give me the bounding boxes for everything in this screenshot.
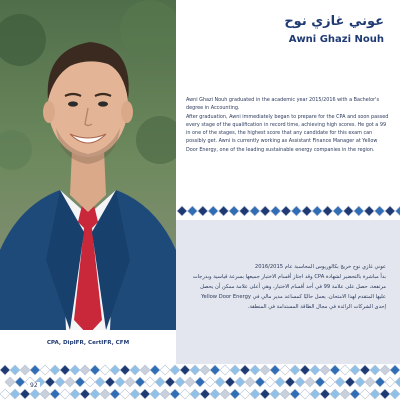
name-english: Awni Ghazi Nouh <box>288 34 384 45</box>
english-bio-paragraph-1: Awni Ghazi Nouh graduated in the academic year 2015/2016 with a Bachelor's degree in Accounting. <box>186 97 380 112</box>
credentials-caption: CPA, DipIFR, CertIFR, CFM <box>46 340 130 346</box>
arabic-bio <box>190 262 386 312</box>
page-number: 92 <box>30 382 38 389</box>
english-section <box>176 0 400 202</box>
arabic-bio-paragraph-2: بدأ مباشرة بالتحضير لشهادة CPA وقد اجتاز أقسام الاختبار جميعها بسرعة قياسية وبدرجات مرتفعة، حصل على علامة 99 في أحد أقسام الاختبار، وهي أعلى علامة ممكن أن يحصل عليها المتقدم لهذا الامتحان. يعمل حاليًا كمساعد مدير مالي في Yellow Door Energy إحدى الشركات الرائدة في مجال الطاقة المستدامة في المنطقة. <box>192 274 386 310</box>
arabic-section <box>176 220 400 380</box>
diamond-pattern-footer <box>0 364 400 400</box>
diamond-pattern-divider <box>176 200 400 222</box>
arabic-bio-paragraph-1: عوني غازي نوح خريج بكالوريوس المحاسبة عام 2016/2015 <box>254 264 386 270</box>
english-bio-paragraph-2: After graduation, Awni immediately began to prepare for the CPA and soon passed every stage of the qualification in record time, achieving high scores. He got a 99 in one of the stages, the highest score that any candidate for this exam can possibly get. Awni is currently working as Assistant Finance Manager at Yellow Door Energy, one of the leading sustainable energy companies in the region. <box>186 113 389 153</box>
english-bio <box>186 96 390 154</box>
name-arabic: عوني غازي نوح <box>284 14 384 29</box>
